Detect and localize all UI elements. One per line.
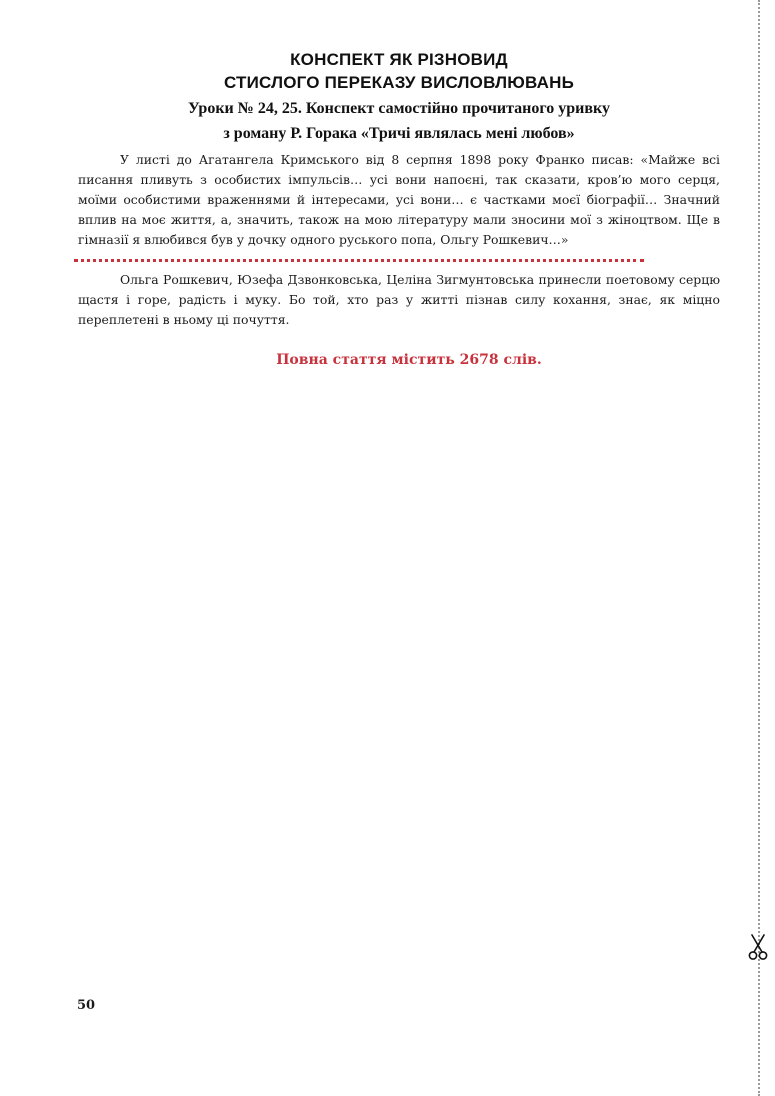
paragraph-summary: Ольга Рошкевич, Юзефа Дзвонковська, Целіна Зигмунтовська принесли поетовому серцю щастя і горе, радість і муку. Бо той, хто раз у житті пізнав силу кохання, знає, як міцно переплетені в ньому ці почуття. [78, 272, 720, 327]
word-count-notice: Повна стаття містить 2678 слів. [276, 352, 542, 368]
article [78, 48, 720, 368]
page-number: 50 [77, 998, 96, 1013]
lesson-subtitle [78, 96, 720, 146]
page-title [78, 48, 720, 94]
scissors-icon [747, 933, 769, 961]
paragraph-quote: У листі до Агатангела Кримського від 8 серпня 1898 року Франко писав: «Майже всі писання пливуть з особистих імпульсів… усі вони напоєні, так сказати, кров’ю мого серця, моїми особистими враженнями й інтересами, усі вони… є частками моєї біографії… Значний вплив на моє життя, а, значить, також на мою літературу мали зносини мої з жіноцтвом. Ще в гімназії я влюбився був у дочку одного руського попа, Ольгу Рошкевич…» [78, 152, 720, 247]
omission-divider [74, 259, 644, 262]
cut-line [758, 0, 760, 1096]
subtitle-line-1: Уроки № 24, 25. Конспект самостійно прочитаного уривку [187, 100, 611, 117]
title-line-2: СТИСЛОГО ПЕРЕКАЗУ ВИСЛОВЛЮВАНЬ [223, 73, 575, 92]
title-line-1: КОНСПЕКТ ЯК РІЗНОВИД [290, 50, 508, 69]
subtitle-line-2: з роману Р. Горака «Тричі являлась мені любов» [223, 125, 575, 142]
